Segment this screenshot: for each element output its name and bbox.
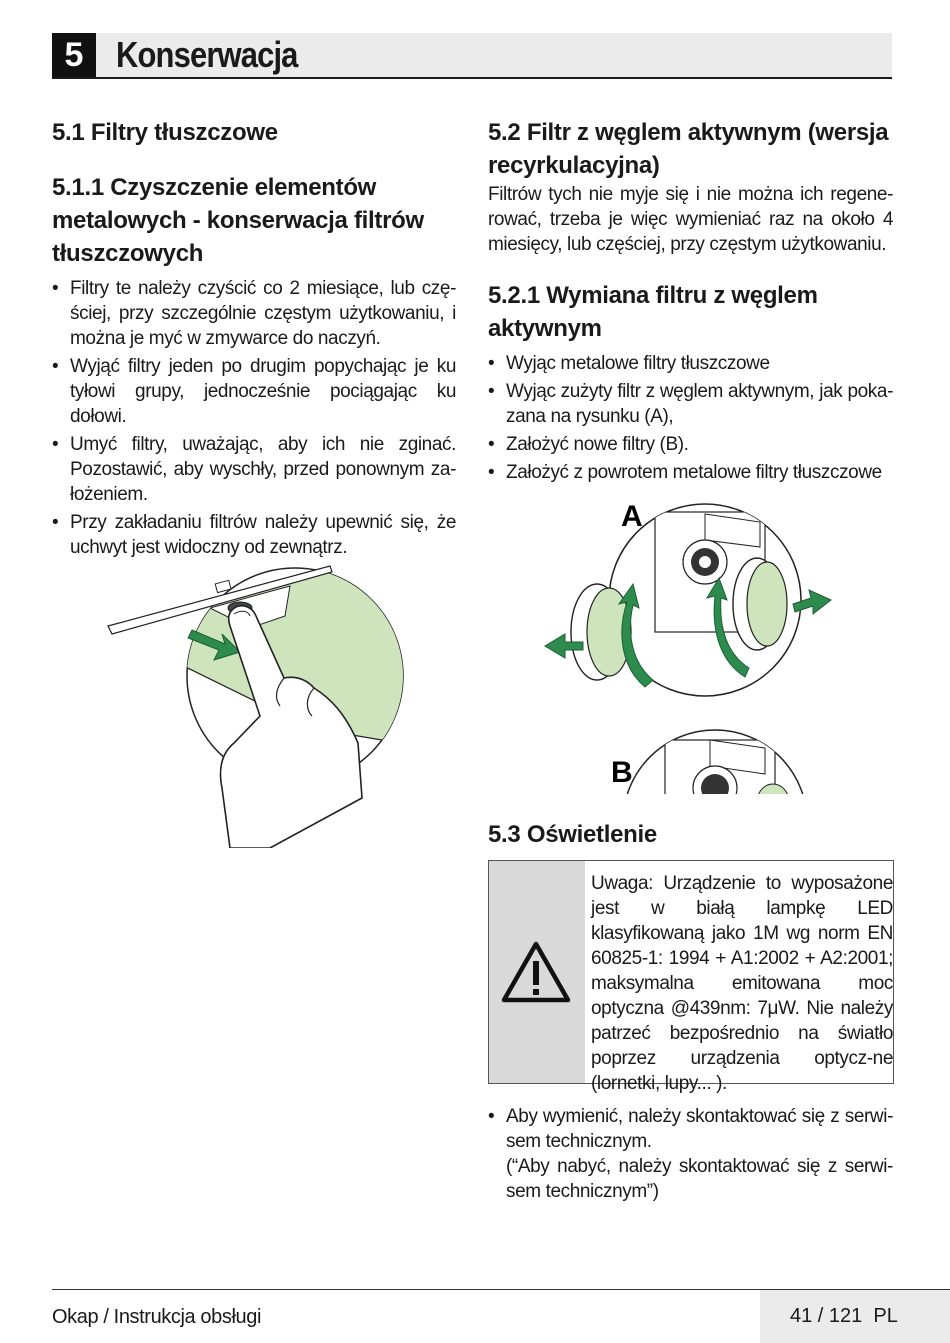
- figure-label-b: B: [611, 756, 633, 789]
- heading-5-1-1: 5.1.1 Czyszczenie elementów metalowych - konserwacja filtrów tłuszczowych: [52, 174, 424, 267]
- warning-text: Uwaga: Urządzenie to wyposażone jest w białą lampkę LED klasyfikowaną jako 1M wg norm EN 60825-1: 1994 + A1:2002 + A2:2001; maksymalna emitowana moc optyczna @439nm: 7μW. Nie należy patrzeć bezpośrednio na światło poprzez urządzenia optycz-ne (lornetki, lupy... ).: [591, 873, 893, 1094]
- chapter-number: 5: [52, 33, 96, 77]
- service-note: [488, 1104, 893, 1207]
- warning-triangle-icon: [501, 941, 571, 1003]
- heading-5-3: 5.3 Oświetlenie: [488, 821, 657, 848]
- list-item: • Przy zakładaniu filtrów należy upewnić się, że uchwyt jest widoczny od zewnątrz.: [52, 510, 456, 560]
- cleaning-steps-list: [52, 276, 456, 560]
- chapter-title: Konserwacja: [116, 34, 298, 75]
- heading-5-2: 5.2 Filtr z węglem aktywnym (wersja recyrkulacyjna): [488, 119, 889, 179]
- service-list: [488, 1104, 893, 1204]
- page-number: 41 / 121 PL: [790, 1305, 898, 1327]
- list-item: • Założyć nowe filtry (B).: [488, 432, 893, 457]
- list-item: • Założyć z powrotem metalowe filtry tłuszczowe: [488, 460, 893, 485]
- replacement-steps-list: [488, 351, 893, 485]
- list-item: • Wyjąc metalowe filtry tłuszczowe: [488, 351, 893, 376]
- list-item: • Umyć filtry, uważając, aby ich nie zginać. Pozostawić, aby wyschły, przed ponownym za-łożeniem.: [52, 432, 456, 507]
- service-contact-text: Aby wymienić, należy skontaktować się z serwi-sem technicznym.: [506, 1106, 893, 1152]
- list-item: • Wyjąc zużyty filtr z węglem aktywnym, jak poka-zana na rysunku (A),: [488, 379, 893, 429]
- service-purchase-note: (“Aby nabyć, należy skontaktować się z serwi-sem technicznym”): [506, 1156, 893, 1202]
- filter-removal-illustration: [100, 548, 410, 848]
- list-item: [488, 1104, 893, 1204]
- right-column: [488, 116, 893, 488]
- footer-page-box: [760, 1290, 950, 1343]
- left-column: [52, 116, 456, 563]
- warning-icon-cell: [489, 861, 585, 1083]
- list-item: • Wyjąć filtry jeden po drugim popychając je ku tyłowi grupy, jednocześnie pociągając ku dołowi.: [52, 354, 456, 429]
- warning-box: [488, 860, 894, 1094]
- figure-label-a: A: [621, 500, 643, 533]
- heading-5-1: 5.1 Filtry tłuszczowe: [52, 119, 278, 146]
- carbon-filter-illustration: [535, 492, 845, 794]
- heading-5-2-1: 5.2.1 Wymiana filtru z węglem aktywnym: [488, 282, 818, 342]
- carbon-filter-description: Filtrów tych nie myje się i nie można ich regene-rować, trzeba je więc wymieniać raz na około 4 miesięcy, lub częściej, przy częstym użytkowaniu.: [488, 184, 893, 255]
- footer-document-title: Okap / Instrukcja obsługi: [52, 1306, 261, 1328]
- chapter-header: [52, 33, 892, 79]
- list-item: • Filtry te należy czyścić co 2 miesiące, lub czę-ściej, przy szczególnie częstym użytkowaniu, i można je myć w zmywarce do naczyń.: [52, 276, 456, 351]
